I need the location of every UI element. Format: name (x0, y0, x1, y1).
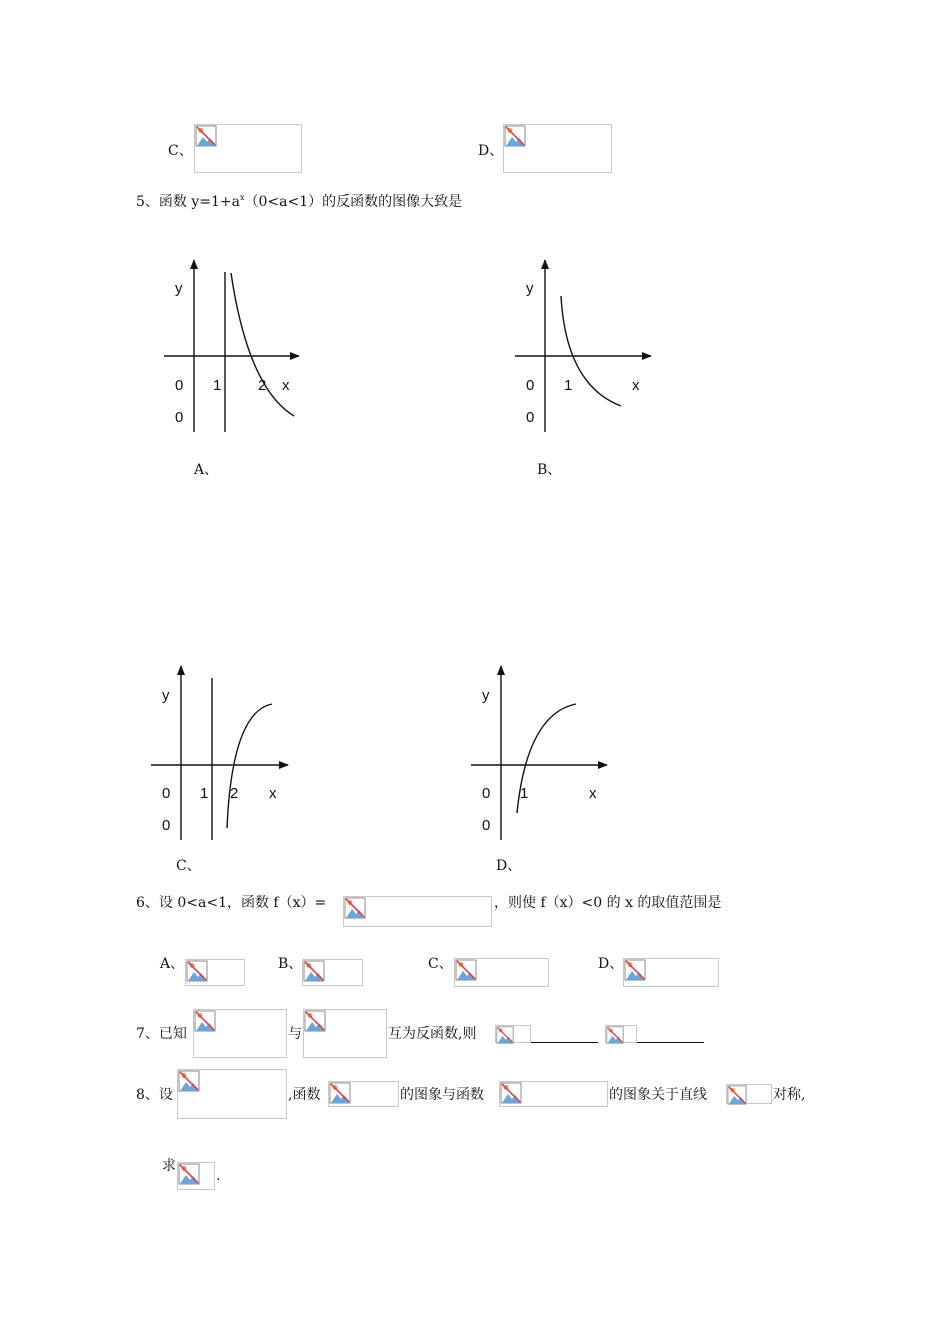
q6-option-c-label: C、 (428, 956, 453, 972)
graph-d-y-label: y (482, 687, 490, 704)
q7-suffix: 互为反函数,则 (388, 1026, 477, 1042)
q7-unknown-2-image (605, 1025, 637, 1043)
broken-image-icon (304, 1010, 326, 1032)
q8-function-2-image (499, 1081, 608, 1107)
broken-image-icon (455, 959, 477, 981)
graph-c-option-label: C、 (176, 858, 201, 874)
graph-c-curve (227, 704, 272, 828)
broken-image-icon (186, 960, 208, 982)
broken-image-icon (496, 1026, 514, 1044)
q5-stem-prefix: 5、函数 y=1+a (136, 194, 240, 210)
q6-option-a-label: A、 (160, 956, 185, 972)
graph-a-zero-label: 0 (175, 409, 184, 426)
graph-c-tick-2: 2 (230, 785, 239, 802)
graph-d-x-label: x (589, 785, 597, 802)
broken-image-icon (727, 1085, 747, 1105)
graph-a (164, 260, 299, 432)
q8-part-4: 对称, (773, 1087, 806, 1103)
graph-a-y-label: y (175, 280, 183, 297)
graph-d-origin-label: 0 (482, 785, 491, 802)
q6-option-b-image (302, 959, 363, 986)
graph-c-zero-label: 0 (162, 817, 171, 834)
broken-image-icon (329, 1082, 351, 1104)
q5-stem-suffix: （0<a<1）的反函数的图像大致是 (244, 194, 463, 210)
q8-line2-prefix: 求 (162, 1158, 176, 1174)
graph-b-y-label: y (526, 280, 534, 297)
graph-b-tick-1: 1 (564, 377, 573, 394)
q6-option-b-label: B、 (278, 956, 303, 972)
graph-d-tick-1: 1 (520, 785, 529, 802)
q8-condition-image (177, 1069, 287, 1119)
graph-a-option-label: A、 (194, 462, 219, 478)
q6-option-d-image (623, 958, 719, 987)
graph-b-option-label: B、 (537, 462, 562, 478)
q7-prefix: 7、已知 (136, 1026, 187, 1042)
q6-stem-prefix: 6、设 0<a<1，函数 f（x）= (136, 895, 327, 911)
graph-c-origin-label: 0 (162, 785, 171, 802)
graph-b-origin-label: 0 (526, 377, 535, 394)
broken-image-icon (344, 897, 366, 919)
q7-answer-blank-2[interactable] (637, 1042, 704, 1043)
q7-unknown-1-image (495, 1025, 531, 1043)
q8-line2-suffix: . (216, 1168, 221, 1184)
q6-option-d-label: D、 (598, 956, 624, 972)
graph-b-zero-label: 0 (526, 409, 535, 426)
q7-answer-blank-1[interactable] (531, 1042, 598, 1043)
graph-c (151, 666, 288, 840)
graph-d-option-label: D、 (496, 858, 522, 874)
q5-stem-superscript: x (239, 193, 245, 202)
graph-a-x-label: x (282, 377, 290, 394)
broken-image-icon (303, 960, 325, 982)
q7-function-2-image (303, 1009, 387, 1058)
q8-part-3: 的图象关于直线 (609, 1087, 707, 1103)
broken-image-icon (178, 1163, 200, 1185)
q6-formula-image (343, 896, 492, 927)
broken-image-icon (194, 1010, 216, 1032)
q8-part-2: 的图象与函数 (400, 1087, 484, 1103)
broken-image-icon (606, 1026, 624, 1044)
q6-stem-suffix: ，则使 f（x）<0 的 x 的取值范围是 (494, 895, 722, 911)
graph-a-origin-label: 0 (175, 377, 184, 394)
q8-prefix: 8、设 (136, 1087, 173, 1103)
q6-option-c-image (454, 958, 549, 987)
q8-part-1: ,函数 (288, 1087, 321, 1103)
graph-c-x-label: x (269, 785, 277, 802)
graph-b (515, 260, 651, 432)
graph-a-tick-2: 2 (258, 377, 267, 394)
graph-a-curve (231, 273, 294, 416)
q4-option-d-label: D、 (478, 143, 504, 159)
graph-c-y-label: y (162, 687, 170, 704)
broken-image-icon (624, 959, 646, 981)
q6-option-a-image (185, 959, 245, 986)
q8-function-1-image (328, 1081, 399, 1107)
q4-option-c-label: C、 (168, 143, 193, 159)
graph-d (471, 666, 607, 840)
graph-d-zero-label: 0 (482, 817, 491, 834)
graph-a-tick-1: 1 (213, 377, 222, 394)
graph-b-x-label: x (632, 377, 640, 394)
q7-function-1-image (193, 1009, 287, 1058)
graph-c-tick-1: 1 (200, 785, 209, 802)
broken-image-icon (500, 1082, 522, 1104)
broken-image-icon (178, 1070, 200, 1092)
q7-connector: 与 (288, 1026, 302, 1042)
q8-line-image (726, 1084, 772, 1104)
q8-target-image (177, 1162, 215, 1190)
